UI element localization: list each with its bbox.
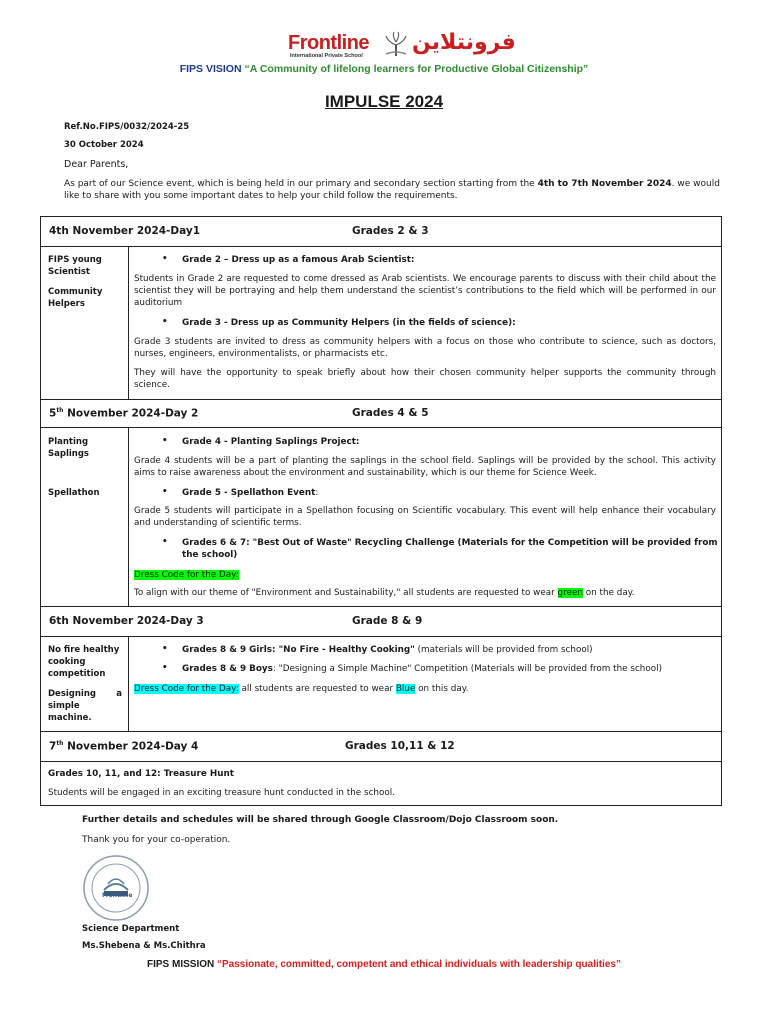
day2-heading: [49, 407, 198, 420]
intro-text: As part of our Science event, which is being held in our primary and secondary section starting from the: [64, 179, 538, 189]
day1-heading: 4th November 2024-Day1: [49, 225, 201, 237]
day4-heading-sup: th: [56, 740, 64, 747]
greeting: Dear Parents,: [64, 159, 129, 170]
vision-statement: [0, 63, 768, 75]
day2-grade67-heading: Grades 6 & 7: "Best Out of Waste" Recycling Challenge (Materials for the Competition will be provided from the school): [182, 538, 718, 560]
day2-grade4-text: Grade 4 students will be a part of planting the saplings in the school field. Saplings will be provided by the school. This activity aims to raise awareness about the environment and sustainability, which is our theme for Science Week.: [134, 456, 716, 478]
reference-number: Ref.No.FIPS/0032/2024-25: [64, 122, 190, 132]
bullet-icon: •: [162, 254, 168, 264]
seal-text: Frontline: [102, 892, 133, 899]
day3-grades: Grade 8 & 9: [352, 615, 423, 627]
mission-quote: “Passionate, committed, competent and ethical individuals with leadership qualities”: [217, 959, 621, 970]
day1-side-scientist: FIPS young Scientist: [48, 255, 102, 277]
day1-grade3-text: Grade 3 students are invited to dress as community helpers with a focus on those who contribute to science, such as doctors, nurses, engineers, environmentalists, or pharmacists etc.: [134, 337, 716, 359]
day2-side-planting: Planting Saplings: [48, 437, 89, 459]
day2-dress-label: [134, 569, 716, 581]
mission-statement: [0, 959, 768, 970]
thanks-line: Thank you for your co-operation.: [82, 835, 231, 845]
day2-dress-pre: To align with our theme of "Environment and Sustainability," all students are requested to wear: [134, 588, 558, 598]
day1-header: [40, 216, 722, 247]
day3-side-machine: Designing a simple machine.: [48, 689, 122, 723]
day1-grade2-heading: Grade 2 – Dress up as a famous Arab Scientist:: [182, 255, 415, 265]
logo-subtitle: International Private School: [290, 53, 363, 59]
day4-heading: [49, 740, 198, 753]
day3-dress-post: on this day.: [415, 684, 469, 694]
day3-dress-pre: all students are requested to wear: [238, 684, 396, 694]
column-divider: [128, 636, 129, 732]
dress-code-highlight: Dress Code for the Day:: [134, 684, 239, 694]
signatories: Ms.Shebena & Ms.Chithra: [82, 941, 206, 951]
day2-grade5-heading: [182, 487, 718, 499]
day4-subheading: Grades 10, 11, and 12: Treasure Hunt: [48, 769, 234, 779]
vision-quote: “A Community of lifelong learners for Productive Global Citizenship”: [244, 63, 589, 75]
dress-code-highlight: Dress Code for the Day:: [134, 570, 239, 580]
day3-side-cooking: No fire healthy cooking competition: [48, 645, 120, 679]
day4-header: [40, 731, 722, 762]
department: Science Department: [82, 924, 180, 934]
further-details: Further details and schedules will be shared through Google Classroom/Dojo Classroom soon.: [82, 815, 559, 825]
day3-girls-title: Grades 8 & 9 Girls: "No Fire - Healthy Cooking": [182, 645, 415, 655]
bullet-icon: •: [162, 487, 168, 497]
bullet-icon: •: [162, 436, 168, 446]
tree-icon: [382, 30, 410, 58]
day4-text: Students will be engaged in an exciting treasure hunt conducted in the school.: [48, 788, 395, 798]
intro-paragraph: [64, 178, 724, 202]
day2-grade5-colon: :: [315, 488, 319, 498]
day3-dress-text: [134, 683, 716, 695]
day2-heading-sup: th: [56, 407, 64, 414]
day4-heading-day: 7: [49, 740, 57, 753]
bullet-icon: •: [162, 537, 168, 547]
day3-girls: [182, 644, 718, 656]
day1-side-helpers: Community Helpers: [48, 287, 103, 309]
intro-dates: 4th to 7th November 2024: [537, 179, 672, 189]
bullet-icon: •: [162, 644, 168, 654]
bullet-icon: •: [162, 663, 168, 673]
day2-dress-text: [134, 587, 716, 599]
column-divider: [128, 427, 129, 607]
intro-text-end: . we would like to share with you some important dates to help your child follow the requirements.: [64, 179, 720, 201]
day2-grade5-text: Grade 5 students will participate in a Spellathon focusing on Scientific vocabulary. This event will help enhance their vocabulary and understanding of scientific terms.: [134, 506, 716, 528]
column-divider: [128, 246, 129, 400]
school-logo: [286, 28, 516, 62]
school-seal-icon: [82, 854, 150, 922]
day2-heading-day: 5: [49, 407, 57, 420]
day4-heading-rest: November 2024-Day 4: [63, 740, 199, 753]
logo-text-en: Frontline: [288, 32, 370, 54]
day3-girls-note: (materials will be provided from school): [414, 645, 593, 655]
day4-grades: Grades 10,11 & 12: [345, 740, 455, 752]
day1-grade3-heading: Grade 3 - Dress up as Community Helpers (in the fields of science):: [182, 318, 516, 328]
day1-grade3-text-2: They will have the opportunity to speak briefly about how their chosen community helper supports the community through science.: [134, 368, 716, 390]
day3-boys-note: : "Designing a Simple Machine" Competition (Materials will be provided from the school): [272, 664, 663, 674]
day3-boys: [182, 663, 718, 675]
day3-boys-title: Grades 8 & 9 Boys: [182, 664, 273, 674]
day2-dress-post: on the day.: [582, 588, 635, 598]
day1-grade2-text: Students in Grade 2 are requested to come dressed as Arab scientists. We encourage parents to discuss with their child about the scientist they will be portraying and help them understand the scientist’s contributions to the field which will be performed in our auditorium: [134, 274, 716, 308]
day2-grades: Grades 4 & 5: [352, 407, 429, 419]
day1-grades: Grades 2 & 3: [352, 225, 429, 237]
day2-dress-color: green: [557, 588, 583, 598]
logo-text-ar: فرونتلاين: [412, 30, 516, 55]
day2-header: [40, 399, 722, 428]
vision-label: FIPS VISION: [179, 63, 242, 75]
mission-label: FIPS MISSION: [147, 959, 215, 970]
day4-body: [40, 761, 722, 806]
day3-dress-color: Blue: [395, 684, 416, 694]
letter-date: 30 October 2024: [64, 140, 144, 150]
day3-header: [40, 606, 722, 637]
day2-side-spellathon: Spellathon: [48, 488, 100, 498]
day2-grade4-heading: Grade 4 - Planting Saplings Project:: [182, 437, 360, 447]
day3-heading: 6th November 2024-Day 3: [49, 615, 204, 627]
day2-grade5-title: Grade 5 - Spellathon Event: [182, 488, 316, 498]
bullet-icon: •: [162, 317, 168, 327]
page-title: IMPULSE 2024: [324, 92, 444, 111]
day2-heading-rest: November 2024-Day 2: [63, 407, 199, 420]
